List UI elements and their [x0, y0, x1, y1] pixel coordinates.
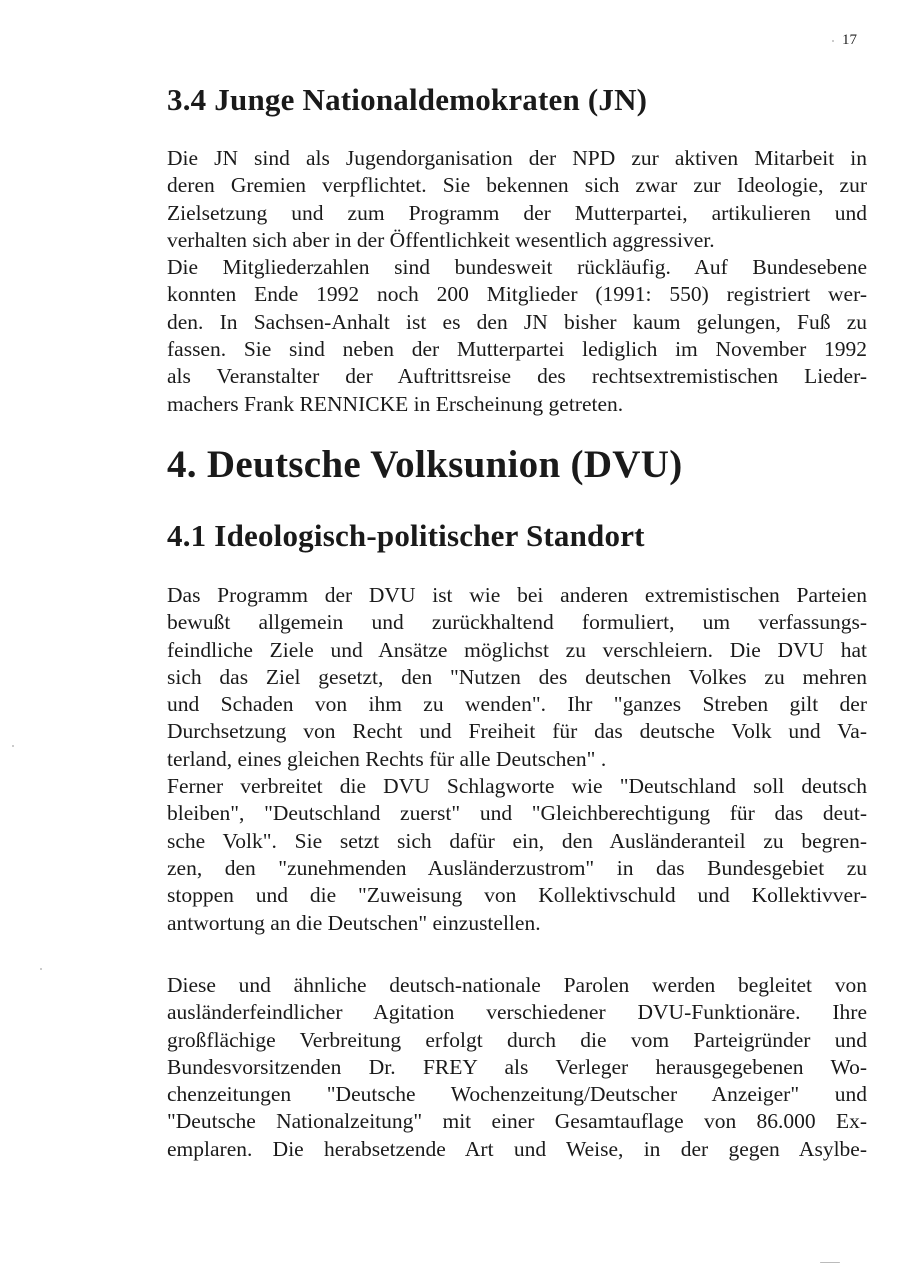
text-line: terland, eines gleichen Rechts für alle Deutschen" . — [167, 746, 607, 771]
scan-speck — [820, 1262, 840, 1263]
text-line: bleiben", "Deutschland zuerst" und "Gleichberechtigung für das deut- — [167, 801, 867, 826]
text-line: Die JN sind als Jugendorganisation der NPD zur aktiven Mitarbeit in — [167, 146, 867, 170]
text-line: Die Mitgliederzahlen sind bundesweit rückläufig. Auf Bundesebene — [167, 255, 867, 280]
text-line: machers Frank RENNICKE in Erscheinung getreten. — [167, 391, 624, 416]
text-line: antwortung an die Deutschen" einzustellen. — [167, 910, 541, 935]
section-4-1-paragraph-1 — [167, 582, 867, 937]
text-line: als Veranstalter der Auftrittsreise des rechtsextremistischen Lieder- — [167, 364, 867, 389]
section-3-4-heading: 3.4 Junge Nationaldemokraten (JN) — [167, 82, 648, 117]
text-line: Diese und ähnliche deutsch-nationale Parolen werden begleitet von — [167, 973, 867, 997]
text-line: Ferner verbreitet die DVU Schlagworte wie "Deutschland soll deutsch — [167, 774, 867, 799]
text-line: bewußt allgemein und zurückhaltend formuliert, um verfassungs- — [167, 610, 867, 635]
text-line: chenzeitungen "Deutsche Wochenzeitung/Deutscher Anzeiger" und — [167, 1082, 867, 1107]
text-line: stoppen und die "Zuweisung von Kollektivschuld und Kollektivver- — [167, 883, 867, 908]
scan-speck — [832, 40, 834, 42]
text-line: sche Volk". Sie setzt sich dafür ein, den Ausländeranteil zu begren- — [167, 828, 867, 853]
text-line: sich das Ziel gesetzt, den "Nutzen des deutschen Volkes zu mehren — [167, 664, 867, 689]
text-line: zen, den "zunehmenden Ausländerzustrom" in das Bundesgebiet zu — [167, 855, 867, 880]
text-line: Durchsetzung von Recht und Freiheit für das deutsche Volk und Va- — [167, 719, 867, 744]
text-line: verhalten sich aber in der Öffentlichkeit wesentlich aggressiver. — [167, 227, 715, 252]
text-line: den. In Sachsen-Anhalt ist es den JN bisher kaum gelungen, Fuß zu — [167, 309, 867, 334]
text-line: "Deutsche Nationalzeitung" mit einer Gesamtauflage von 86.000 Ex- — [167, 1109, 867, 1134]
text-line: konnten Ende 1992 noch 200 Mitglieder (1991: 550) registriert wer- — [167, 282, 867, 307]
text-line: deren Gremien verpflichtet. Sie bekennen sich zwar zur Ideologie, zur — [167, 173, 867, 198]
text-line: Das Programm der DVU ist wie bei anderen extremistischen Parteien — [167, 583, 867, 607]
chapter-4-heading: 4. Deutsche Volksunion (DVU) — [167, 443, 683, 486]
scan-speck — [40, 968, 42, 970]
section-4-1-paragraph-2 — [167, 972, 867, 1163]
text-line: Zielsetzung und zum Programm der Mutterpartei, artikulieren und — [167, 200, 867, 225]
text-line: fassen. Sie sind neben der Mutterpartei lediglich im November 1992 — [167, 337, 867, 362]
page-number: 17 — [842, 32, 857, 48]
text-line: emplaren. Die herabsetzende Art und Weise, in der gegen Asylbe- — [167, 1136, 867, 1161]
text-line: feindliche Ziele und Ansätze möglichst zu verschleiern. Die DVU hat — [167, 637, 867, 662]
text-line: Bundesvorsitzenden Dr. FREY als Verleger herausgegebenen Wo- — [167, 1054, 867, 1079]
text-line: großflächige Verbreitung erfolgt durch die vom Parteigründer und — [167, 1027, 867, 1052]
text-line: ausländerfeindlicher Agitation verschiedener DVU-Funktionäre. Ihre — [167, 1000, 867, 1025]
text-line: und Schaden von ihm zu wenden". Ihr "ganzes Streben gilt der — [167, 692, 867, 717]
section-4-1-heading: 4.1 Ideologisch-politischer Standort — [167, 518, 645, 553]
scan-speck — [12, 745, 14, 747]
section-3-4-paragraph — [167, 145, 867, 418]
